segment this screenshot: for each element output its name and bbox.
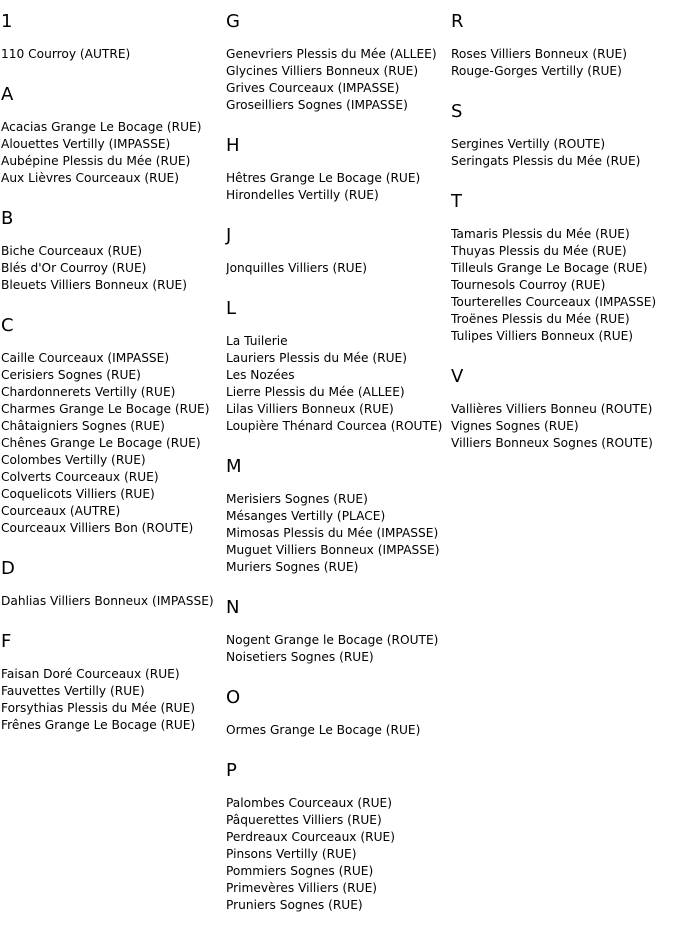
section-heading: D [1, 558, 15, 579]
section-spacer [1, 187, 221, 197]
section-p [226, 761, 448, 924]
street-link[interactable]: Faisan Doré Courceaux (RUE) [1, 667, 180, 681]
street-link[interactable]: Muriers Sognes (RUE) [226, 560, 359, 574]
street-link[interactable]: Courceaux Villiers Bon (ROUTE) [1, 521, 194, 535]
street-link[interactable]: Troënes Plessis du Mée (RUE) [451, 312, 630, 326]
street-link[interactable]: Pommiers Sognes (RUE) [226, 864, 374, 878]
street-link[interactable]: Tulipes Villiers Bonneux (RUE) [451, 329, 634, 343]
street-link[interactable]: Glycines Villiers Bonneux (RUE) [226, 64, 419, 78]
section-spacer [226, 114, 448, 124]
street-link[interactable]: Lauriers Plessis du Mée (RUE) [226, 351, 407, 365]
street-link[interactable]: Cerisiers Sognes (RUE) [1, 368, 141, 382]
street-link[interactable]: Thuyas Plessis du Mée (RUE) [451, 244, 627, 258]
section-spacer [451, 452, 675, 462]
street-link[interactable]: Mésanges Vertilly (PLACE) [226, 509, 386, 523]
street-link[interactable]: Blés d'Or Courroy (RUE) [1, 261, 147, 275]
street-link[interactable]: Colverts Courceaux (RUE) [1, 470, 159, 484]
section-c [1, 316, 221, 547]
street-link[interactable]: Hêtres Grange Le Bocage (RUE) [226, 171, 421, 185]
street-link[interactable]: Lilas Villiers Bonneux (RUE) [226, 402, 394, 416]
street-link[interactable]: Pâquerettes Villiers (RUE) [226, 813, 382, 827]
section-heading: H [226, 135, 240, 156]
section-n [226, 598, 448, 676]
section-spacer [226, 914, 448, 924]
street-link[interactable]: Rouge-Gorges Vertilly (RUE) [451, 64, 622, 78]
section-spacer [226, 576, 448, 586]
street-link[interactable]: Acacias Grange Le Bocage (RUE) [1, 120, 202, 134]
street-index-column-3 [451, 0, 675, 462]
section-spacer [226, 666, 448, 676]
street-link[interactable]: Hirondelles Vertilly (RUE) [226, 188, 379, 202]
street-link[interactable]: Roses Villiers Bonneux (RUE) [451, 47, 627, 61]
street-link[interactable]: Loupière Thénard Courcea (ROUTE) [226, 419, 443, 433]
street-link[interactable]: Primevères Villiers (RUE) [226, 881, 378, 895]
section-v [451, 367, 675, 462]
street-index-column-1 [1, 0, 221, 744]
street-link[interactable]: Lierre Plessis du Mée (ALLEE) [226, 385, 405, 399]
street-link[interactable]: Châtaigniers Sognes (RUE) [1, 419, 165, 433]
section-heading: B [1, 208, 14, 229]
street-index-column-2 [226, 0, 448, 924]
street-link[interactable]: Chardonnerets Vertilly (RUE) [1, 385, 176, 399]
street-link[interactable]: Caille Courceaux (IMPASSE) [1, 351, 170, 365]
section-heading: S [451, 101, 463, 122]
street-link[interactable]: Courceaux (AUTRE) [1, 504, 121, 518]
street-link[interactable]: Seringats Plessis du Mée (RUE) [451, 154, 641, 168]
street-link[interactable]: Genevriers Plessis du Mée (ALLEE) [226, 47, 437, 61]
street-link[interactable]: Forsythias Plessis du Mée (RUE) [1, 701, 196, 715]
section-heading: N [226, 597, 240, 618]
section-heading: R [451, 11, 464, 32]
street-link[interactable]: Biche Courceaux (RUE) [1, 244, 143, 258]
street-link[interactable]: Muguet Villiers Bonneux (IMPASSE) [226, 543, 440, 557]
section-heading: T [451, 191, 462, 212]
street-link[interactable]: Palombes Courceaux (RUE) [226, 796, 392, 810]
section-spacer [226, 204, 448, 214]
street-link[interactable]: Sergines Vertilly (ROUTE) [451, 137, 606, 151]
street-link[interactable]: Charmes Grange Le Bocage (RUE) [1, 402, 210, 416]
section-o [226, 688, 448, 749]
street-link[interactable]: Ormes Grange Le Bocage (RUE) [226, 723, 421, 737]
section-spacer [1, 294, 221, 304]
street-link[interactable]: Tournesols Courroy (RUE) [451, 278, 606, 292]
section-heading: V [451, 366, 464, 387]
street-link[interactable]: Frênes Grange Le Bocage (RUE) [1, 718, 196, 732]
street-link[interactable]: Pruniers Sognes (RUE) [226, 898, 363, 912]
section-heading: F [1, 631, 12, 652]
street-link[interactable]: Alouettes Vertilly (IMPASSE) [1, 137, 171, 151]
street-link[interactable]: Jonquilles Villiers (RUE) [226, 261, 368, 275]
section-spacer [1, 63, 221, 73]
street-link[interactable]: Perdreaux Courceaux (RUE) [226, 830, 395, 844]
section-spacer [1, 537, 221, 547]
street-link[interactable]: Dahlias Villiers Bonneux (IMPASSE) [1, 594, 214, 608]
section-spacer [451, 345, 675, 355]
street-link[interactable]: Groseilliers Sognes (IMPASSE) [226, 98, 408, 112]
section-heading: P [226, 760, 237, 781]
section-1 [1, 12, 221, 73]
street-link[interactable]: Fauvettes Vertilly (RUE) [1, 684, 145, 698]
section-l [226, 299, 448, 445]
street-link[interactable]: Les Nozées [226, 368, 295, 382]
street-link[interactable]: Chênes Grange Le Bocage (RUE) [1, 436, 201, 450]
street-link[interactable]: Villiers Bonneux Sognes (ROUTE) [451, 436, 653, 450]
street-link[interactable]: Vallières Villiers Bonneu (ROUTE) [451, 402, 653, 416]
section-r [451, 12, 675, 90]
street-link[interactable]: Tilleuls Grange Le Bocage (RUE) [451, 261, 648, 275]
section-heading: C [1, 315, 14, 336]
street-link[interactable]: Grives Courceaux (IMPASSE) [226, 81, 400, 95]
section-h [226, 136, 448, 214]
section-s [451, 102, 675, 180]
section-spacer [1, 610, 221, 620]
street-link[interactable]: Aubépine Plessis du Mée (RUE) [1, 154, 191, 168]
section-a [1, 85, 221, 197]
street-link[interactable]: Vignes Sognes (RUE) [451, 419, 579, 433]
section-spacer [226, 435, 448, 445]
section-d [1, 559, 221, 620]
section-spacer [1, 734, 221, 744]
street-link[interactable]: Merisiers Sognes (RUE) [226, 492, 368, 506]
section-spacer [226, 739, 448, 749]
street-link[interactable]: La Tuilerie [226, 334, 288, 348]
street-link[interactable]: Bleuets Villiers Bonneux (RUE) [1, 278, 187, 292]
street-link[interactable]: Mimosas Plessis du Mée (IMPASSE) [226, 526, 439, 540]
section-b [1, 209, 221, 304]
section-f [1, 632, 221, 744]
street-link[interactable]: Noisetiers Sognes (RUE) [226, 650, 374, 664]
section-heading: O [226, 687, 241, 708]
section-spacer [451, 80, 675, 90]
section-heading: L [226, 298, 237, 319]
section-heading: M [226, 456, 242, 477]
section-heading: 1 [1, 11, 13, 32]
street-link[interactable]: 110 Courroy (AUTRE) [1, 47, 131, 61]
street-link[interactable]: Aux Lièvres Courceaux (RUE) [1, 171, 180, 185]
section-heading: G [226, 11, 240, 32]
street-link[interactable]: Coquelicots Villiers (RUE) [1, 487, 155, 501]
section-j [226, 226, 448, 287]
street-link[interactable]: Tamaris Plessis du Mée (RUE) [451, 227, 630, 241]
section-m [226, 457, 448, 586]
section-spacer [226, 277, 448, 287]
section-t [451, 192, 675, 355]
street-link[interactable]: Pinsons Vertilly (RUE) [226, 847, 357, 861]
section-heading: J [226, 225, 232, 246]
section-g [226, 12, 448, 124]
section-heading: A [1, 84, 14, 105]
street-link[interactable]: Nogent Grange le Bocage (ROUTE) [226, 633, 439, 647]
street-link[interactable]: Tourterelles Courceaux (IMPASSE) [451, 295, 657, 309]
section-spacer [451, 170, 675, 180]
street-link[interactable]: Colombes Vertilly (RUE) [1, 453, 146, 467]
